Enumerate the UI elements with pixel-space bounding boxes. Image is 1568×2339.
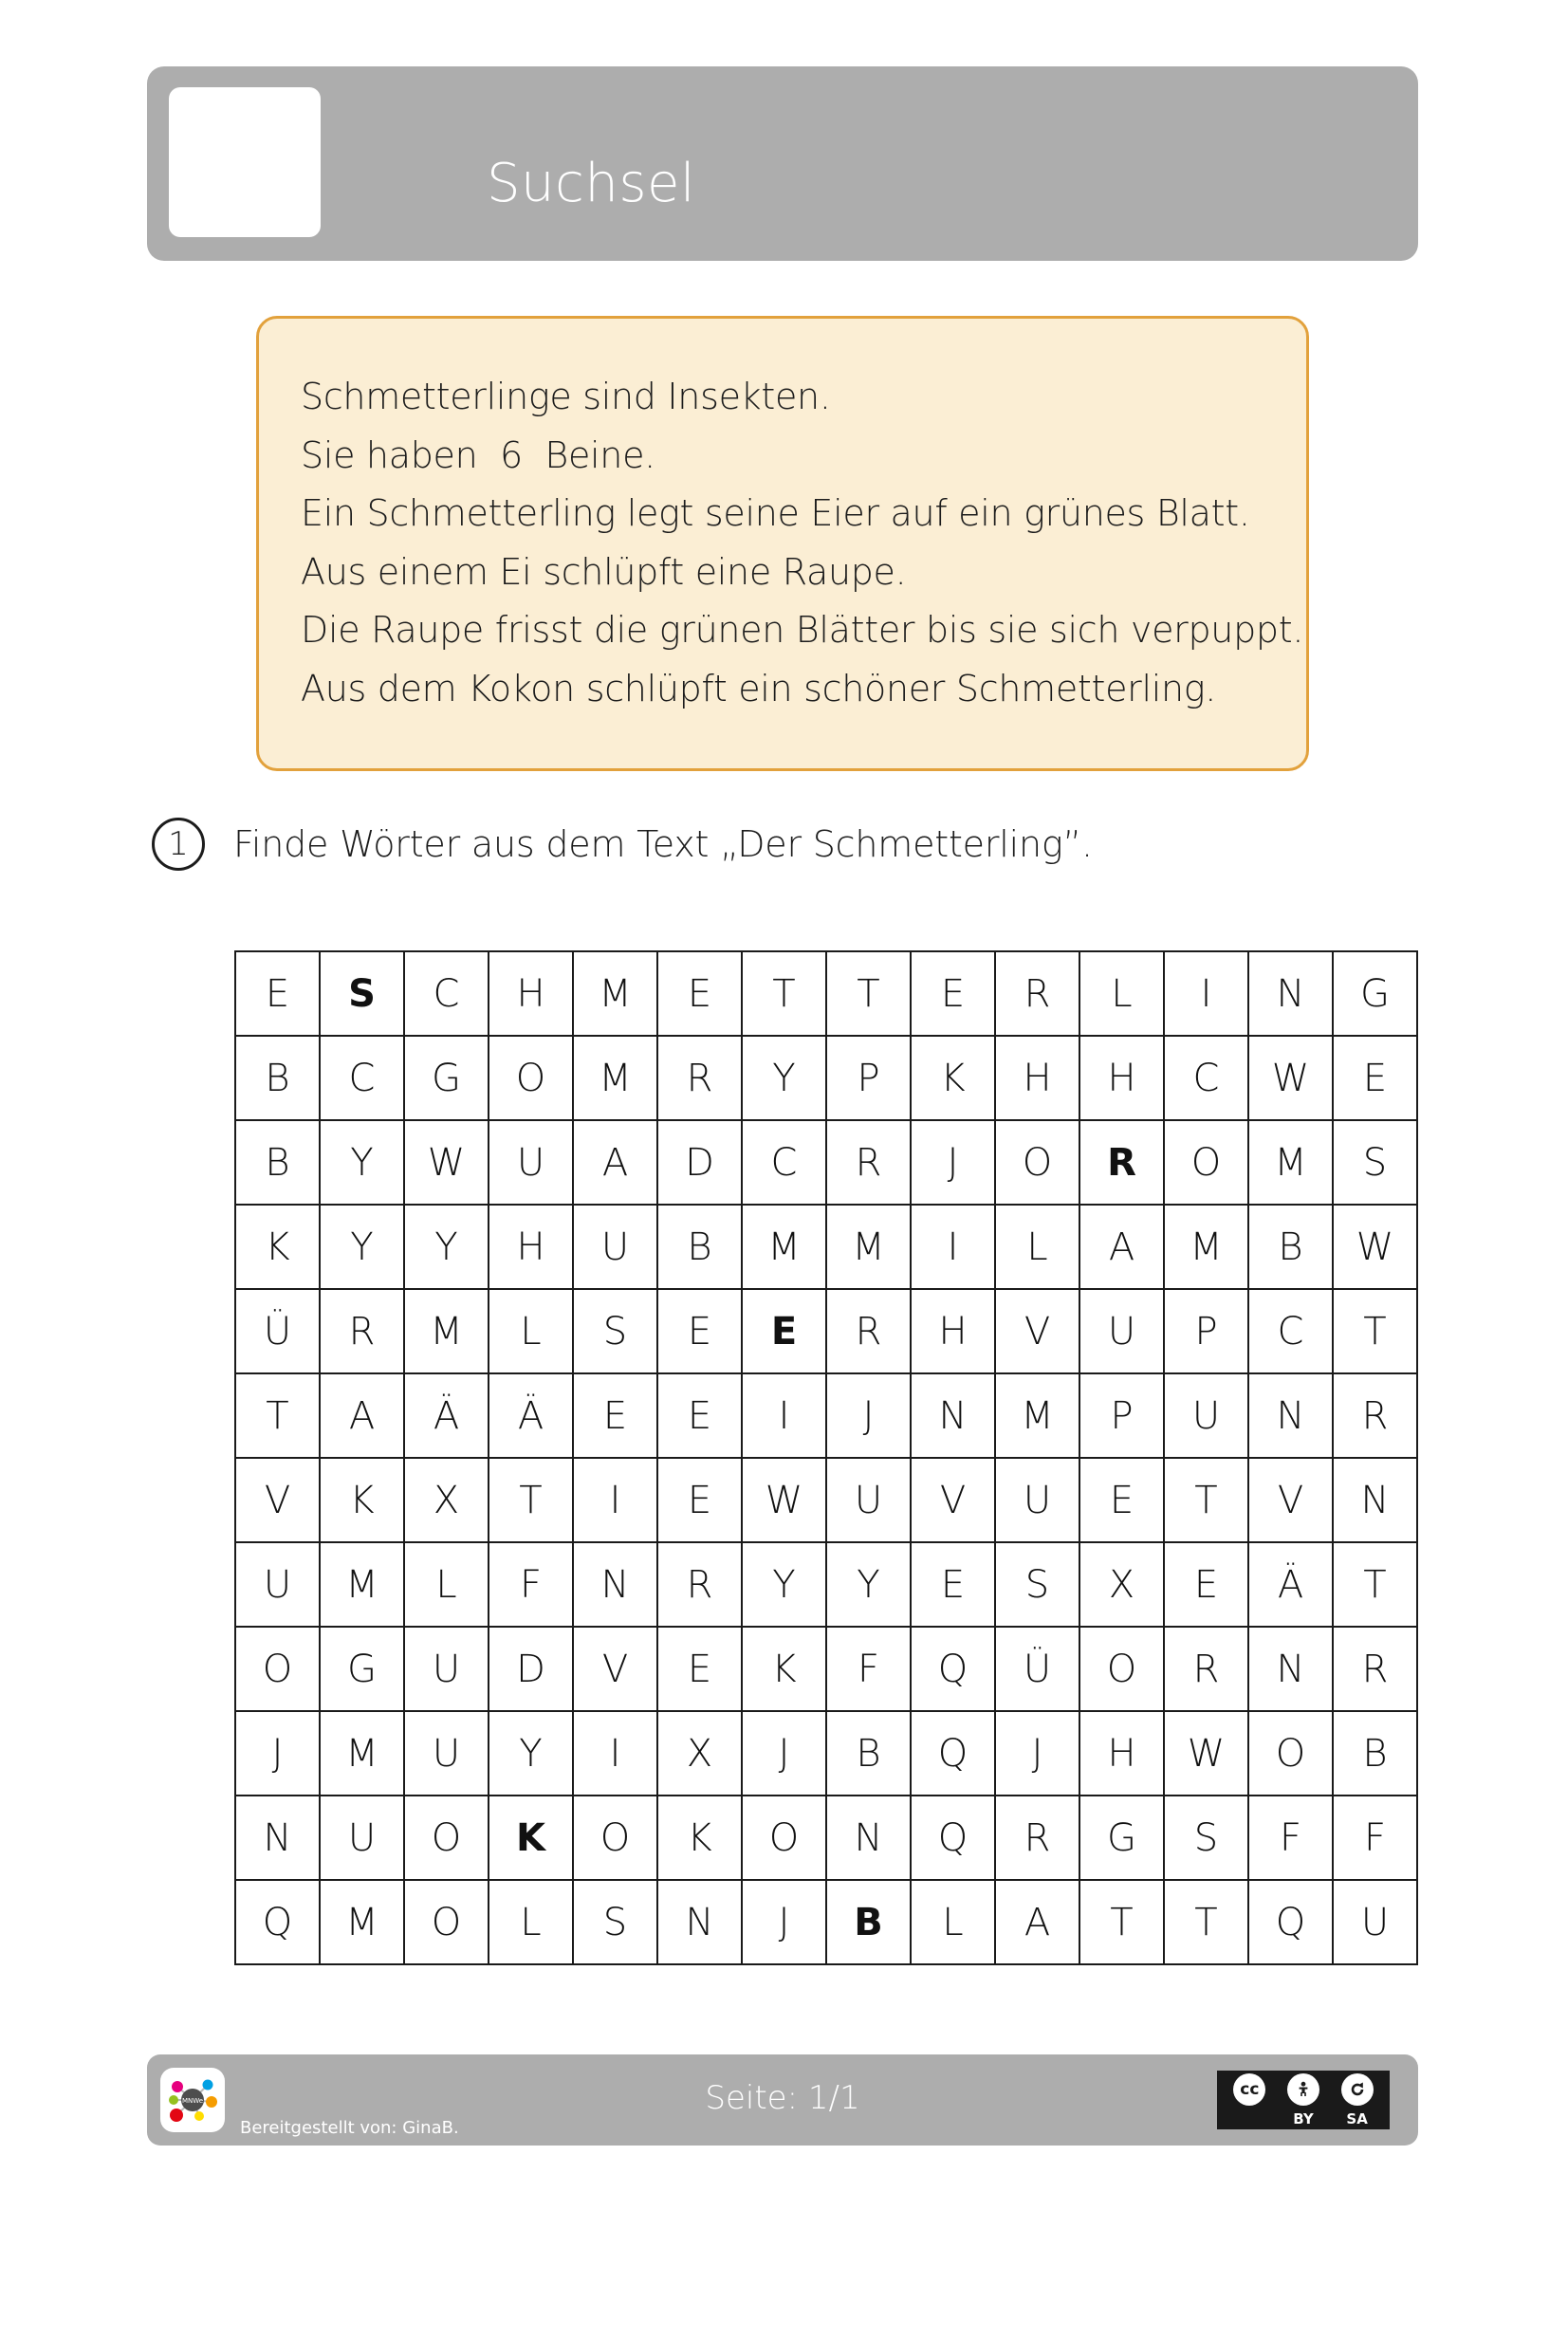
cc-by-label: BY [1293, 2110, 1314, 2127]
letter-cell[interactable]: F [1248, 1796, 1333, 1880]
letter-cell[interactable]: U [1079, 1289, 1164, 1373]
letter-cell[interactable]: O [235, 1627, 320, 1711]
letter-cell[interactable]: T [1164, 1458, 1248, 1542]
letter-cell[interactable]: T [489, 1458, 573, 1542]
svg-text:MNWe: MNWe [181, 2097, 204, 2105]
letter-cell[interactable]: Ä [404, 1373, 489, 1458]
letter-cell[interactable]: Q [911, 1796, 995, 1880]
letter-cell[interactable]: I [742, 1373, 826, 1458]
letter-cell[interactable]: I [1164, 951, 1248, 1036]
letter-cell[interactable]: Ü [995, 1627, 1079, 1711]
letter-cell[interactable]: I [911, 1205, 995, 1289]
letter-cell[interactable]: L [911, 1880, 995, 1964]
word-search-row [235, 1373, 1417, 1458]
letter-cell[interactable]: O [404, 1796, 489, 1880]
letter-cell[interactable]: H [1079, 1036, 1164, 1120]
letter-cell[interactable]: R [320, 1289, 404, 1373]
letter-cell[interactable]: Y [320, 1205, 404, 1289]
letter-cell[interactable]: G [1333, 951, 1417, 1036]
letter-cell[interactable]: S [320, 951, 404, 1036]
letter-cell[interactable]: E [235, 951, 320, 1036]
letter-cell[interactable]: G [320, 1627, 404, 1711]
letter-cell[interactable]: C [742, 1120, 826, 1205]
letter-cell[interactable]: X [657, 1711, 742, 1796]
letter-cell[interactable]: N [573, 1542, 657, 1627]
letter-cell[interactable]: B [235, 1036, 320, 1120]
task-instruction [152, 818, 1093, 871]
cc-icon: cc [1233, 2073, 1265, 2106]
letter-cell[interactable]: E [573, 1373, 657, 1458]
word-search-row [235, 1542, 1417, 1627]
letter-cell[interactable]: J [742, 1880, 826, 1964]
letter-cell[interactable]: B [826, 1880, 911, 1964]
letter-cell[interactable]: Ä [1248, 1542, 1333, 1627]
letter-cell[interactable]: J [995, 1711, 1079, 1796]
footer-date: Stand: 10.05.2023 [240, 2192, 399, 2213]
letter-cell[interactable]: B [235, 1120, 320, 1205]
word-search-row [235, 1120, 1417, 1205]
letter-cell[interactable]: M [1248, 1120, 1333, 1205]
letter-cell[interactable]: M [573, 951, 657, 1036]
letter-cell[interactable]: M [404, 1289, 489, 1373]
page-indicator: Seite: 1/1 [705, 2079, 860, 2117]
letter-cell[interactable]: R [826, 1289, 911, 1373]
story-line: Ein Schmetterling legt seine Eier auf ein grünes Blatt. [301, 492, 1250, 535]
letter-cell[interactable]: U [826, 1458, 911, 1542]
letter-cell[interactable]: C [1164, 1036, 1248, 1120]
letter-cell[interactable]: E [1333, 1036, 1417, 1120]
letter-cell[interactable]: C [320, 1036, 404, 1120]
letter-cell[interactable]: B [826, 1711, 911, 1796]
letter-cell[interactable]: K [235, 1205, 320, 1289]
letter-cell[interactable]: O [489, 1036, 573, 1120]
letter-cell[interactable]: U [995, 1458, 1079, 1542]
letter-cell[interactable]: O [995, 1120, 1079, 1205]
letter-cell[interactable]: X [404, 1458, 489, 1542]
reading-text-box [256, 316, 1309, 771]
letter-cell[interactable]: S [573, 1880, 657, 1964]
word-search-row [235, 1711, 1417, 1796]
word-search-grid[interactable] [234, 950, 1418, 1965]
cc-label-row [1217, 2109, 1390, 2129]
word-search-row [235, 951, 1417, 1036]
letter-cell[interactable]: R [1333, 1373, 1417, 1458]
letter-cell[interactable]: J [911, 1120, 995, 1205]
letter-cell[interactable]: T [1333, 1542, 1417, 1627]
letter-cell[interactable]: B [657, 1205, 742, 1289]
letter-cell[interactable]: U [489, 1120, 573, 1205]
story-line: Schmetterlinge sind Insekten. [301, 376, 831, 417]
letter-cell[interactable]: D [489, 1627, 573, 1711]
letter-cell[interactable]: A [1079, 1205, 1164, 1289]
letter-cell[interactable]: A [320, 1373, 404, 1458]
letter-cell[interactable]: N [1333, 1458, 1417, 1542]
letter-cell[interactable]: V [573, 1627, 657, 1711]
letter-cell[interactable]: N [1248, 951, 1333, 1036]
letter-cell[interactable]: P [1164, 1289, 1248, 1373]
letter-cell[interactable]: R [1164, 1627, 1248, 1711]
letter-cell[interactable]: M [320, 1542, 404, 1627]
word-search-row [235, 1627, 1417, 1711]
letter-cell[interactable]: U [573, 1205, 657, 1289]
letter-cell[interactable]: M [1164, 1205, 1248, 1289]
person-icon [1287, 2073, 1319, 2106]
letter-cell[interactable]: E [657, 1627, 742, 1711]
letter-cell[interactable]: N [826, 1796, 911, 1880]
person-glyph [1294, 2080, 1313, 2099]
letter-cell[interactable]: E [911, 951, 995, 1036]
letter-cell[interactable]: T [826, 951, 911, 1036]
letter-cell[interactable]: N [1248, 1373, 1333, 1458]
cc-label-spacer [1233, 2110, 1265, 2127]
letter-cell[interactable]: O [404, 1880, 489, 1964]
footer-provider: Bereitgestellt von: GinaB. [240, 2118, 459, 2139]
letter-cell[interactable]: Q [235, 1880, 320, 1964]
letter-cell[interactable]: H [995, 1036, 1079, 1120]
story-line: Aus einem Ei schlüpft eine Raupe. [301, 550, 907, 593]
task-instruction-text: Finde Wörter aus dem Text „Der Schmetterling”. [233, 823, 1093, 865]
letter-cell[interactable]: H [1079, 1711, 1164, 1796]
letter-cell[interactable]: J [235, 1711, 320, 1796]
letter-cell[interactable]: K [489, 1796, 573, 1880]
letter-cell[interactable]: P [826, 1036, 911, 1120]
letter-cell[interactable]: N [1248, 1627, 1333, 1711]
letter-cell[interactable]: R [657, 1036, 742, 1120]
footer-license-link[interactable]: Lizenzhinweise: https://editor.mnweg.org/entdecken/dokument/suchsel [240, 2266, 848, 2287]
word-search-row [235, 1880, 1417, 1964]
letter-cell[interactable]: J [826, 1373, 911, 1458]
letter-cell[interactable]: Ä [489, 1373, 573, 1458]
letter-cell[interactable]: T [235, 1373, 320, 1458]
letter-cell[interactable]: I [573, 1458, 657, 1542]
letter-cell[interactable]: Y [742, 1542, 826, 1627]
letter-cell[interactable]: P [1079, 1373, 1164, 1458]
letter-cell[interactable]: B [1333, 1711, 1417, 1796]
letter-cell[interactable]: G [1079, 1796, 1164, 1880]
share-alike-icon [1341, 2073, 1374, 2106]
letter-cell[interactable]: C [404, 951, 489, 1036]
letter-cell[interactable]: M [573, 1036, 657, 1120]
letter-cell[interactable]: S [1164, 1796, 1248, 1880]
letter-cell[interactable]: Ü [235, 1289, 320, 1373]
letter-cell[interactable]: H [911, 1289, 995, 1373]
letter-cell[interactable]: M [995, 1373, 1079, 1458]
story-line: Sie haben 6 Beine. [301, 433, 655, 476]
letter-cell[interactable]: C [1248, 1289, 1333, 1373]
story-line: Die Raupe frisst die grünen Blätter bis sie sich verpuppt. [301, 609, 1304, 652]
letter-cell[interactable]: V [911, 1458, 995, 1542]
letter-cell[interactable]: A [573, 1120, 657, 1205]
letter-cell[interactable]: T [1333, 1289, 1417, 1373]
letter-cell[interactable]: O [1079, 1627, 1164, 1711]
worksheet-footer [147, 2054, 1418, 2287]
word-search-row [235, 1796, 1417, 1880]
letter-cell[interactable]: W [1164, 1711, 1248, 1796]
story-line: Aus dem Kokon schlüpft ein schöner Schmetterling. [301, 667, 1217, 709]
letter-cell[interactable]: U [1333, 1880, 1417, 1964]
letter-cell[interactable]: R [995, 951, 1079, 1036]
letter-cell[interactable]: Y [826, 1542, 911, 1627]
letter-cell[interactable]: L [995, 1205, 1079, 1289]
page-title: Suchsel [487, 153, 696, 214]
letter-cell[interactable]: E [1164, 1542, 1248, 1627]
letter-cell[interactable]: O [573, 1796, 657, 1880]
letter-cell[interactable]: E [1079, 1458, 1164, 1542]
letter-cell[interactable]: E [742, 1289, 826, 1373]
word-search-body [235, 951, 1417, 1964]
task-number-badge: 1 [152, 818, 205, 871]
letter-cell[interactable]: F [826, 1627, 911, 1711]
word-search-row [235, 1458, 1417, 1542]
letter-cell[interactable]: O [742, 1796, 826, 1880]
letter-cell[interactable]: T [1164, 1880, 1248, 1964]
letter-cell[interactable]: V [235, 1458, 320, 1542]
letter-cell[interactable]: Q [911, 1711, 995, 1796]
letter-cell[interactable]: A [995, 1880, 1079, 1964]
letter-cell[interactable]: U [1164, 1373, 1248, 1458]
letter-cell[interactable]: K [320, 1458, 404, 1542]
letter-cell[interactable]: S [573, 1289, 657, 1373]
letter-cell[interactable]: W [1333, 1205, 1417, 1289]
cc-sa-label: SA [1346, 2110, 1368, 2127]
letter-cell[interactable]: E [657, 1373, 742, 1458]
letter-cell[interactable]: G [404, 1036, 489, 1120]
word-search-row [235, 1205, 1417, 1289]
letter-cell[interactable]: L [489, 1880, 573, 1964]
letter-cell[interactable]: Y [489, 1711, 573, 1796]
letter-cell[interactable]: T [742, 951, 826, 1036]
letter-cell[interactable]: Y [320, 1120, 404, 1205]
letter-cell[interactable]: E [657, 951, 742, 1036]
creative-commons-badge [1217, 2071, 1390, 2129]
letter-cell[interactable]: R [826, 1120, 911, 1205]
word-search-row [235, 1036, 1417, 1120]
letter-cell[interactable]: E [657, 1289, 742, 1373]
letter-cell[interactable]: U [404, 1627, 489, 1711]
letter-cell[interactable]: U [235, 1542, 320, 1627]
letter-cell[interactable]: L [404, 1542, 489, 1627]
letter-cell[interactable]: K [911, 1036, 995, 1120]
letter-cell[interactable]: R [1079, 1120, 1164, 1205]
word-search-row [235, 1289, 1417, 1373]
letter-cell[interactable]: Y [742, 1036, 826, 1120]
letter-cell[interactable]: T [1079, 1880, 1164, 1964]
letter-cell[interactable]: V [995, 1289, 1079, 1373]
letter-cell[interactable]: U [320, 1796, 404, 1880]
header-thumbnail-placeholder [169, 87, 321, 237]
letter-cell[interactable]: K [657, 1796, 742, 1880]
letter-cell[interactable]: N [235, 1796, 320, 1880]
letter-cell[interactable]: S [1333, 1120, 1417, 1205]
letter-cell[interactable]: W [404, 1120, 489, 1205]
letter-cell[interactable]: V [1248, 1458, 1333, 1542]
worksheet-header [147, 66, 1418, 261]
letter-cell[interactable]: S [995, 1542, 1079, 1627]
letter-cell[interactable]: M [742, 1205, 826, 1289]
letter-cell[interactable]: N [911, 1373, 995, 1458]
letter-cell[interactable]: U [404, 1711, 489, 1796]
letter-cell[interactable]: I [573, 1711, 657, 1796]
letter-cell[interactable]: F [1333, 1796, 1417, 1880]
letter-cell[interactable]: B [1248, 1205, 1333, 1289]
letter-cell[interactable]: F [489, 1542, 573, 1627]
letter-cell[interactable]: E [657, 1458, 742, 1542]
letter-cell[interactable]: H [489, 1205, 573, 1289]
letter-cell[interactable]: E [911, 1542, 995, 1627]
letter-cell[interactable]: W [742, 1458, 826, 1542]
letter-cell[interactable]: O [1164, 1120, 1248, 1205]
letter-cell[interactable]: M [320, 1880, 404, 1964]
letter-cell[interactable]: W [1248, 1036, 1333, 1120]
letter-cell[interactable]: R [995, 1796, 1079, 1880]
letter-cell[interactable]: M [826, 1205, 911, 1289]
letter-cell[interactable]: H [489, 951, 573, 1036]
letter-cell[interactable]: K [742, 1627, 826, 1711]
letter-cell[interactable]: M [320, 1711, 404, 1796]
letter-cell[interactable]: J [742, 1711, 826, 1796]
letter-cell[interactable]: R [657, 1542, 742, 1627]
share-alike-glyph [1347, 2079, 1368, 2100]
letter-cell[interactable]: N [657, 1880, 742, 1964]
letter-cell[interactable]: O [1248, 1711, 1333, 1796]
letter-cell[interactable]: Y [404, 1205, 489, 1289]
letter-cell[interactable]: L [1079, 951, 1164, 1036]
letter-cell[interactable]: X [1079, 1542, 1164, 1627]
letter-cell[interactable]: R [1333, 1627, 1417, 1711]
letter-cell[interactable]: L [489, 1289, 573, 1373]
letter-cell[interactable]: Q [1248, 1880, 1333, 1964]
cc-icon-row [1217, 2071, 1390, 2109]
letter-cell[interactable]: D [657, 1120, 742, 1205]
letter-cell[interactable]: Q [911, 1627, 995, 1711]
